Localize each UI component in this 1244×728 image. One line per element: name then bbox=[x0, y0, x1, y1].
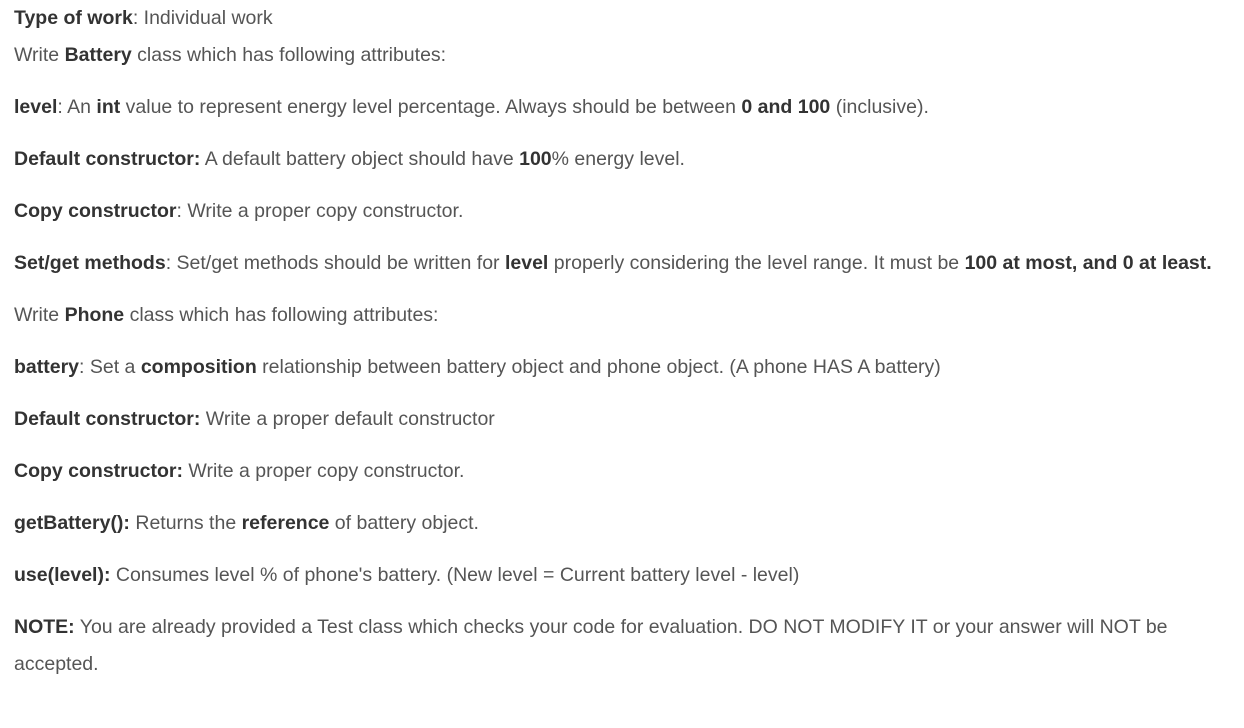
text: Write bbox=[14, 304, 65, 326]
text: : Write a proper copy constructor. bbox=[176, 200, 464, 222]
text: properly considering the level range. It must be bbox=[548, 252, 965, 274]
bold-text: reference bbox=[241, 512, 330, 534]
paragraph-battery-set-get bbox=[14, 245, 1230, 282]
text: relationship between battery object and phone object. (A phone HAS A battery) bbox=[256, 356, 941, 378]
bold-text: level bbox=[14, 96, 58, 118]
bold-text: Phone bbox=[64, 304, 125, 326]
text: of battery object. bbox=[329, 512, 479, 534]
text: Consumes level % of phone's battery. (New level = Current battery level - level) bbox=[110, 564, 800, 586]
paragraph-type-of-work bbox=[14, 0, 1230, 37]
bold-text: 0 and 100 bbox=[741, 96, 831, 118]
bold-text: battery bbox=[14, 356, 80, 378]
text: (inclusive). bbox=[830, 96, 929, 118]
text: Write a proper copy constructor. bbox=[183, 460, 465, 482]
paragraph-phone-intro bbox=[14, 297, 1230, 334]
text: class which has following attributes: bbox=[124, 304, 439, 326]
paragraph-battery-level bbox=[14, 89, 1230, 126]
text: % energy level. bbox=[551, 148, 685, 170]
bold-text: NOTE: bbox=[14, 616, 75, 638]
bold-text: use(level): bbox=[14, 564, 111, 586]
text: : An bbox=[57, 96, 97, 118]
bold-text: Set/get methods bbox=[14, 252, 166, 274]
text: class which has following attributes: bbox=[131, 44, 447, 66]
bold-text: int bbox=[96, 96, 121, 118]
bold-text: getBattery(): bbox=[14, 512, 130, 534]
paragraph-phone-use-level bbox=[14, 557, 1230, 594]
paragraph-phone-copy-constructor bbox=[14, 453, 1230, 490]
bold-text: Battery bbox=[64, 44, 132, 66]
bold-text: Copy constructor: bbox=[14, 460, 184, 482]
bold-text: Copy constructor bbox=[14, 200, 177, 222]
paragraph-battery-copy-constructor bbox=[14, 193, 1230, 230]
text: A default battery object should have bbox=[200, 148, 520, 170]
bold-text: Type of work bbox=[14, 7, 133, 29]
bold-text: 100 at most, and 0 at least. bbox=[964, 252, 1212, 274]
bold-text: Default constructor: bbox=[14, 148, 201, 170]
paragraph-phone-battery bbox=[14, 349, 1230, 386]
bold-text: 100 bbox=[519, 148, 552, 170]
bold-text: composition bbox=[140, 356, 257, 378]
text: Write a proper default constructor bbox=[200, 408, 495, 430]
paragraph-note bbox=[14, 609, 1230, 683]
paragraph-battery-default-constructor bbox=[14, 141, 1230, 178]
text: : Individual work bbox=[132, 7, 273, 29]
bold-text: level bbox=[504, 252, 549, 274]
paragraph-phone-default-constructor bbox=[14, 401, 1230, 438]
text: You are already provided a Test class which checks your code for evaluation. DO NOT MODIFY IT or your answer will NOT be accepted. bbox=[14, 616, 1168, 675]
text: Write bbox=[14, 44, 65, 66]
paragraph-phone-get-battery bbox=[14, 505, 1230, 542]
paragraph-battery-intro bbox=[14, 37, 1230, 74]
text: Returns the bbox=[129, 512, 242, 534]
text: : Set a bbox=[79, 356, 141, 378]
text: : Set/get methods should be written for bbox=[165, 252, 505, 274]
bold-text: Default constructor: bbox=[14, 408, 201, 430]
text: value to represent energy level percentage. Always should be between bbox=[120, 96, 742, 118]
